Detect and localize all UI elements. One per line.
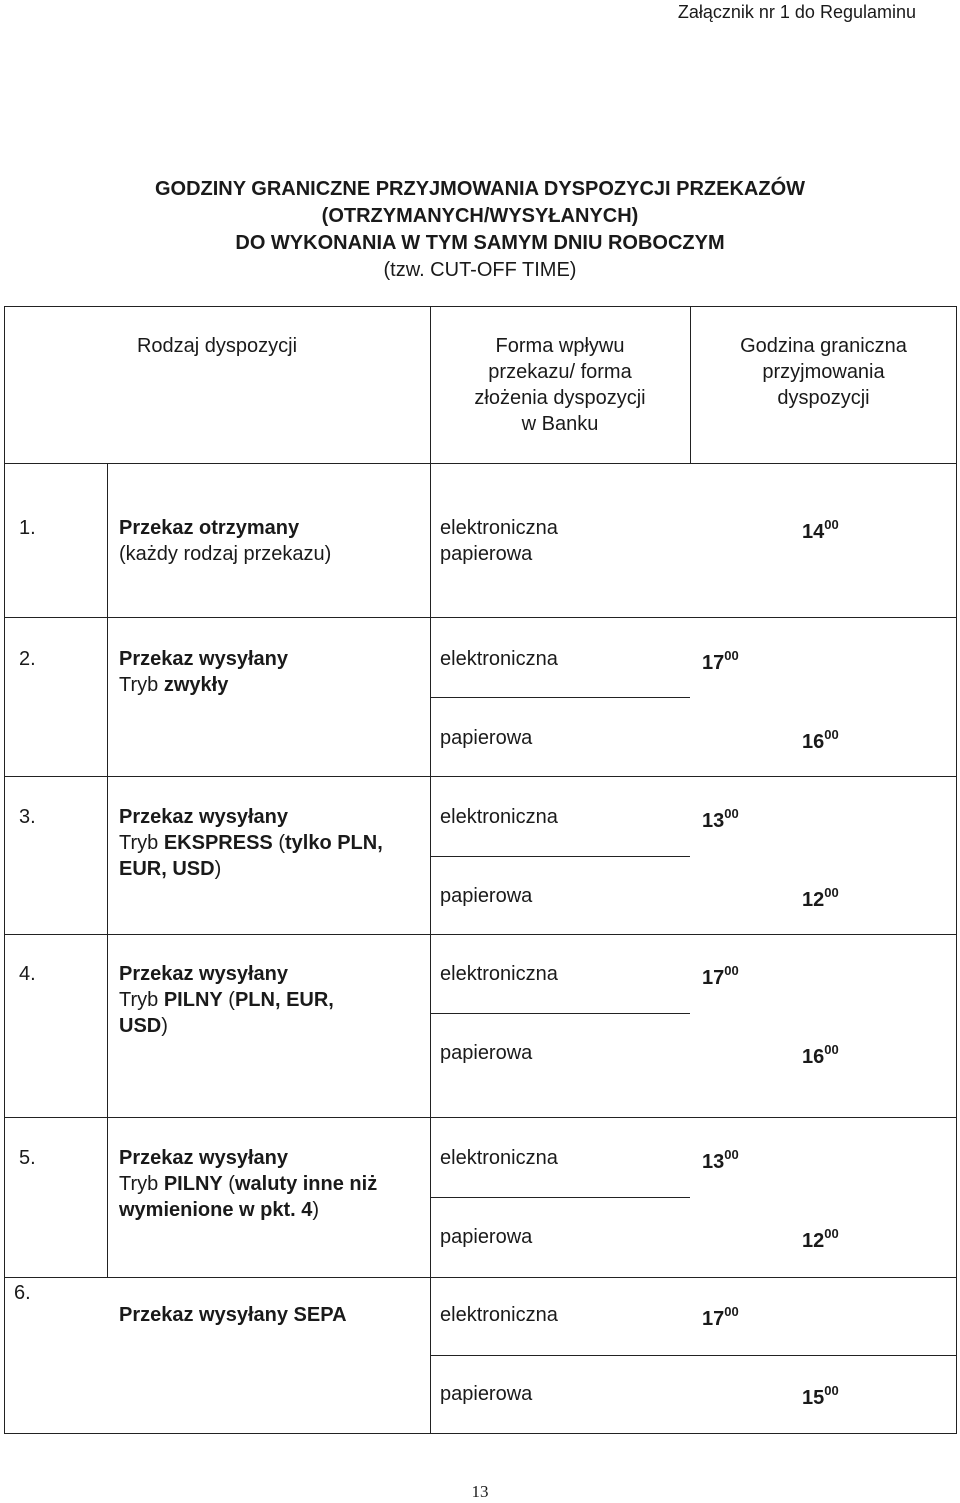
tryb-word: Tryb [119, 1173, 164, 1195]
tryb-note-a: PLN, EUR, [234, 989, 334, 1011]
cutoff-hour: 15 [802, 1387, 825, 1409]
tryb-word: Tryb [119, 832, 164, 854]
tryb-name: PILNY [163, 989, 223, 1011]
tryb-note-a: waluty inne niż [234, 1173, 378, 1195]
form-paper: papierowa [440, 1042, 533, 1064]
header-divider [4, 463, 957, 464]
header-hour-line-3: dyspozycji [777, 387, 870, 409]
cutoff-hour: 16 [802, 731, 825, 753]
row-number: 2. [19, 648, 36, 670]
subrow-divider-4 [430, 1013, 690, 1014]
row-number: 5. [19, 1147, 36, 1169]
title-line-2: (OTRZYMANYCH/WYSYŁANYCH) [321, 205, 639, 227]
row-title: Przekaz wysyłany [119, 806, 288, 828]
row-description [119, 515, 331, 567]
header-hour-line-2: przyjmowania [762, 361, 885, 383]
row-divider-2 [4, 776, 957, 777]
cutoff-minutes: 00 [724, 1304, 739, 1319]
row-description [119, 646, 288, 698]
row-title: Przekaz wysyłany [119, 1147, 288, 1169]
row-tryb-cont [119, 1013, 334, 1039]
subrow-divider-6 [430, 1355, 957, 1356]
row-divider-1 [4, 617, 957, 618]
form-electronic: elektroniczna [440, 648, 558, 670]
form-paper: papierowa [440, 885, 533, 907]
row-title: Przekaz otrzymany [119, 517, 300, 539]
form-paper: papierowa [440, 543, 533, 565]
row-tryb [119, 987, 334, 1013]
cutoff-minutes: 00 [824, 1226, 839, 1241]
row-description [119, 1145, 377, 1223]
row-title: Przekaz wysyłany SEPA [119, 1304, 347, 1326]
tryb-name: PILNY [163, 1173, 223, 1195]
cutoff-minutes: 00 [724, 1147, 739, 1162]
tryb-note-a: tylko PLN, [284, 832, 383, 854]
row-tryb-cont [119, 856, 383, 882]
cutoff-hour: 12 [802, 889, 825, 911]
row-forms [440, 515, 558, 567]
cutoff-time [702, 1149, 739, 1175]
cutoff-time [802, 1228, 839, 1254]
form-electronic: elektroniczna [440, 1147, 558, 1169]
row-divider-5-left [4, 1277, 431, 1278]
tryb-word: Tryb [119, 674, 164, 696]
row-tryb-cont [119, 1197, 377, 1223]
cutoff-time [702, 650, 739, 676]
cutoff-hour: 17 [702, 652, 725, 674]
cutoff-minutes: 00 [724, 806, 739, 821]
cutoff-time [802, 729, 839, 755]
paren-open: ( [222, 1173, 235, 1195]
paren-close: ) [161, 1015, 168, 1037]
row-divider-3 [4, 934, 957, 935]
tryb-note-b: wymienione w pkt. 4 [119, 1199, 313, 1221]
cutoff-time [802, 519, 839, 545]
tryb-word: Tryb [119, 989, 164, 1011]
cutoff-time [702, 965, 739, 991]
cutoff-time [702, 1306, 739, 1332]
paren-open: ( [272, 832, 285, 854]
header-form-line-3: złożenia dyspozycji [474, 387, 646, 409]
row-tryb [119, 830, 383, 856]
header-form-line-2: przekazu/ forma [488, 361, 632, 383]
row-tryb [119, 672, 288, 698]
paren-close: ) [214, 858, 222, 880]
title-line-4: (tzw. CUT-OFF TIME) [383, 259, 577, 281]
row-description [119, 961, 334, 1039]
row-title: Przekaz wysyłany [119, 963, 288, 985]
form-paper: papierowa [440, 727, 533, 749]
cutoff-time [702, 808, 739, 834]
cutoff-minutes: 00 [824, 1042, 839, 1057]
row-number: 6. [14, 1282, 31, 1304]
col-divider-form [430, 306, 431, 1434]
form-electronic: elektroniczna [440, 517, 558, 539]
tryb-name: zwykły [163, 674, 229, 696]
cutoff-hour: 12 [802, 1230, 825, 1252]
cutoff-hour: 17 [702, 967, 725, 989]
cutoff-hour: 13 [702, 810, 725, 832]
cutoff-minutes: 00 [724, 963, 739, 978]
title-line-3: DO WYKONANIA W TYM SAMYM DNIU ROBOCZYM [235, 232, 725, 254]
row-number: 3. [19, 806, 36, 828]
header-form-line-1: Forma wpływu [495, 335, 625, 357]
cutoff-hour: 14 [802, 521, 825, 543]
form-electronic: elektroniczna [440, 963, 558, 985]
document-title [0, 176, 960, 284]
cutoff-hour: 16 [802, 1046, 825, 1068]
tryb-note-b: EUR, USD [119, 858, 215, 880]
form-paper: papierowa [440, 1383, 533, 1405]
row-title: Przekaz wysyłany [119, 648, 288, 670]
header-note: Załącznik nr 1 do Regulaminu [677, 2, 916, 22]
form-electronic: elektroniczna [440, 1304, 558, 1326]
paren-close: ) [312, 1199, 320, 1221]
cutoff-time [802, 1385, 839, 1411]
header-hour [690, 333, 957, 411]
cutoff-time [802, 887, 839, 913]
tryb-note-b: USD [119, 1015, 162, 1037]
col-divider-num [107, 463, 108, 1277]
paren-open: ( [222, 989, 235, 1011]
row-number: 4. [19, 963, 36, 985]
row-divider-4 [4, 1117, 957, 1118]
header-type: Rodzaj dyspozycji [136, 335, 298, 357]
cutoff-hour: 17 [702, 1308, 725, 1330]
header-form-line-4: w Banku [521, 413, 599, 435]
cutoff-minutes: 00 [824, 727, 839, 742]
row-divider-5-right [430, 1277, 957, 1278]
cutoff-time [802, 1044, 839, 1070]
form-electronic: elektroniczna [440, 806, 558, 828]
page-number: 13 [471, 1482, 489, 1501]
row-subtitle: (każdy rodzaj przekazu) [119, 543, 332, 565]
cutoff-hour: 13 [702, 1151, 725, 1173]
row-description [119, 804, 383, 882]
header-form [430, 333, 690, 437]
cutoff-minutes: 00 [824, 885, 839, 900]
form-paper: papierowa [440, 1226, 533, 1248]
row-number: 1. [19, 517, 36, 539]
tryb-name: EKSPRESS [163, 832, 273, 854]
subrow-divider-5 [430, 1197, 690, 1198]
cutoff-minutes: 00 [724, 648, 739, 663]
header-hour-line-1: Godzina graniczna [740, 335, 907, 357]
cutoff-minutes: 00 [824, 517, 839, 532]
cutoff-minutes: 00 [824, 1383, 839, 1398]
row-tryb [119, 1171, 377, 1197]
subrow-divider-2 [430, 697, 690, 698]
subrow-divider-3 [430, 856, 690, 857]
title-line-1: GODZINY GRANICZNE PRZYJMOWANIA DYSPOZYCJI PRZEKAZÓW [154, 178, 806, 200]
